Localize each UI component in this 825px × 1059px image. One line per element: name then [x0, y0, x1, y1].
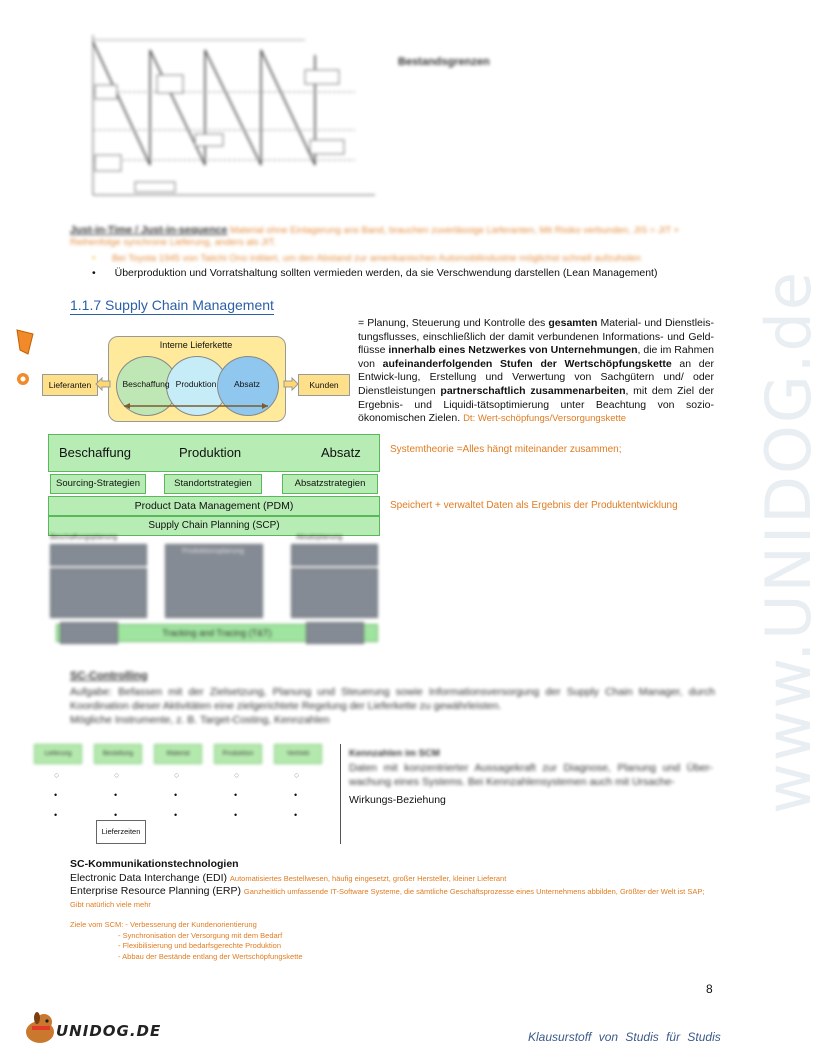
arrow-right-icon	[284, 377, 298, 396]
arrow-left-icon	[96, 377, 110, 396]
strategy-absatz-label: Absatzstrategien	[294, 478, 366, 489]
vertical-divider	[340, 744, 341, 844]
process-dot: •	[114, 790, 118, 800]
process-dot: •	[54, 790, 58, 800]
scm-definition-part: , die im Rahmen von	[358, 344, 714, 370]
process-boxes	[34, 744, 334, 854]
process-dot: •	[294, 810, 298, 820]
matrix-header-absatz: Absatz	[321, 445, 361, 460]
planning-box-right	[291, 568, 378, 618]
scm-goals	[70, 920, 303, 962]
emoticon-icon	[16, 372, 30, 386]
controlling-text-2: Mögliche Instrumente, z. B. Target-Costing, Kennzahlen	[70, 714, 330, 726]
jit-bullet-1-text: Bei Toyota 1945 von Taiichi Ono initiiert, um den Abstand zur amerikanischen Automobilindustrie möglichst schnell aufzuholen	[111, 253, 641, 264]
inventory-chart	[75, 30, 385, 205]
bullet-dot: •	[92, 267, 96, 279]
kunden-box	[298, 374, 350, 396]
planning-box-middle	[165, 544, 263, 618]
strategy-standort-label: Standortstrategien	[174, 478, 252, 489]
page-number: 8	[706, 982, 713, 996]
jit-heading: Just-in-Time / Just-in-sequence	[70, 224, 228, 236]
strategy-standort	[164, 474, 262, 494]
section-title-scm: 1.1.7 Supply Chain Management	[70, 297, 274, 313]
matrix-header	[48, 434, 380, 472]
process-dot: •	[234, 810, 238, 820]
planning-box-left	[50, 568, 147, 618]
lieferzeiten-label: Lieferzeiten	[101, 827, 141, 836]
bullet-dot: •	[92, 253, 96, 264]
internal-chain-label: Interne Lieferkette	[159, 340, 233, 350]
scp-label: Supply Chain Planning (SCP)	[148, 520, 280, 531]
note-pdm: Speichert + verwaltet Daten als Ergebnis der Produktentwicklung	[390, 500, 678, 511]
scp-bar	[48, 516, 380, 536]
flow-arrow	[122, 396, 270, 402]
scm-goal-3: - Flexibilisierung und bedarfsgerechte Produktion	[118, 941, 282, 950]
jit-bullet-2	[92, 267, 722, 279]
kennzahlen-heading: Kennzahlen im SCM	[349, 748, 440, 759]
lieferanten-box	[42, 374, 98, 396]
controlling-heading: SC-Controlling	[70, 670, 148, 682]
pdm-bar	[48, 496, 380, 516]
matrix-planning-area	[48, 534, 378, 654]
scm-definition-part: gesamten	[548, 317, 598, 329]
process-dot: ○	[174, 770, 180, 780]
circle-absatz-label: Absatz	[234, 379, 260, 389]
kunden-label: Kunden	[309, 380, 339, 390]
matrix-header-produktion: Produktion	[179, 445, 242, 460]
erp-label: Enterprise Resource Planning (ERP)	[70, 885, 241, 897]
tracking-box-left	[60, 622, 118, 644]
edi-note: Automatisiertes Bestellwesen, häufig eingesetzt, großer Hersteller, kleiner Lieferant	[229, 874, 507, 883]
process-dot: ○	[234, 770, 240, 780]
scm-definition	[358, 317, 714, 426]
strategy-absatz	[282, 474, 378, 494]
scm-definition-text	[358, 317, 714, 424]
planning-box-left-top	[50, 544, 147, 566]
scm-definition-part: partnerschaftlich zusammenarbeiten	[440, 384, 626, 397]
jit-block	[70, 224, 715, 249]
scm-definition-part: innerhalb eines Netzwerkes von Unternehmungen	[388, 344, 638, 357]
process-dot: •	[294, 790, 298, 800]
logo-text: UNIDOG.DE	[56, 1022, 162, 1040]
kennzahlen-last-line: Wirkungs-Beziehung	[349, 794, 446, 806]
process-dot: •	[114, 810, 118, 820]
circle-beschaffung-label: Beschaffung	[122, 379, 170, 389]
circle-produktion-label: Produktion	[175, 379, 217, 389]
scm-definition-part: Material- und Dienstleis-tungsflusses, einschließlich der damit verbundenen Informations- und Geld-flüsse	[358, 317, 714, 357]
process-box: Lieferung	[34, 744, 82, 764]
kennzahlen-text: Daten mit konzentrierter Aussagekraft zur Diagnose, Planung und Über-wachung eines Systems. Bei Kennzahlensystemen auch mit Ursache-	[349, 762, 713, 788]
edi-label: Electronic Data Interchange (EDI)	[70, 872, 227, 884]
scm-definition-part: aufeinanderfolgenden Stufen der Wertschöpfungskette	[382, 357, 672, 370]
komm-heading: SC-Kommunikationstechnologien	[70, 858, 239, 870]
process-box: Bestellung	[94, 744, 142, 764]
logo	[22, 1012, 162, 1046]
erp-note: Ganzheitlich umfassende IT-Software Systeme, die sämtliche Geschäftsprozesse eines Unternehmens abbilden, Größter der Welt ist SAP; Gibt natürlich viele mehr	[70, 887, 705, 909]
process-box: Vertrieb	[274, 744, 322, 764]
strategy-sourcing	[50, 474, 146, 494]
process-dot: ○	[114, 770, 120, 780]
planning-label-1: Beschaffungsplanung	[50, 534, 118, 541]
note-systemtheorie: Systemtheorie =Alles hängt miteinander zusammen;	[390, 444, 622, 455]
jit-heading-note: Material ohne Einlagerung ans Band, brauchen zuverlässige Lieferanten, Mit Risiko verbunden, JIS = JIT + Reihenfolge synchrone Lieferung, anders als JIT.	[70, 225, 680, 248]
lieferzeiten-box	[96, 820, 146, 844]
process-dot: •	[54, 810, 58, 820]
scm-goal-4: - Abbau der Bestände entlang der Wertschöpfungskette	[118, 951, 303, 961]
process-box: Produktion	[214, 744, 262, 764]
jit-bullet-1	[92, 253, 712, 264]
tracking-box-right	[306, 622, 364, 644]
scm-definition-part: = Planung, Steuerung und Kontrolle des	[358, 317, 549, 329]
lieferanten-label: Lieferanten	[48, 380, 92, 390]
process-dot: ○	[54, 770, 60, 780]
edi-row	[70, 872, 720, 885]
chart-title: Bestandsgrenzen	[398, 56, 490, 68]
watermark: www.UNIDOG.de	[752, 270, 825, 814]
matrix-header-beschaffung: Beschaffung	[59, 445, 132, 460]
tracking-label: Tracking and Tracing (T&T)	[162, 628, 272, 638]
supply-chain-diagram	[42, 336, 352, 426]
process-dot: •	[234, 790, 238, 800]
controlling-text-1: Aufgabe: Befassen mit der Zielsetzung, Planung und Steuerung sowie Informationsversorgung der Supply Chain Manager, durch Koordination dieser Aktivitäten eine zielgerichtete Regelung der Lieferkette zu gewährleisten.	[70, 686, 715, 712]
scm-definition-note: Dt: Wert-schöpfungs/Versorgungskette	[463, 413, 627, 425]
process-dot: ○	[294, 770, 300, 780]
process-dot: •	[174, 810, 178, 820]
footer-tagline: Klausurstoff von Studis für Studis	[528, 1030, 721, 1044]
process-dot: •	[174, 790, 178, 800]
scm-goal-1: Ziele vom SCM: - Verbesserung der Kundenorientierung	[70, 920, 257, 929]
erp-row	[70, 885, 720, 911]
planning-label-2: Produktionsplanung	[182, 548, 244, 555]
jit-bullet-2-text: Überproduktion und Vorratshaltung sollten vermieden werden, da sie Verschwendung darstellen (Lean Management)	[114, 267, 658, 279]
scm-goal-2: - Synchronisation der Versorgung mit dem Bedarf	[118, 930, 283, 940]
pdm-label: Product Data Management (PDM)	[134, 500, 294, 512]
planning-box-right-top	[291, 544, 378, 566]
process-box: Material	[154, 744, 202, 764]
scm-definition-part: an der Entwick-lung, Erstellung und Verwertung von Sachgütern und/ oder Dienstleistungen	[358, 357, 714, 397]
planning-label-3: Absatzplanung	[296, 534, 343, 541]
pencil-icon	[14, 328, 36, 356]
scm-definition-part: , mit dem Ziel der Ergebnis- und Liquidi-tätsoptimierung unter Beachtung von sozio-ökonomischen Zielen.	[358, 384, 714, 425]
strategy-sourcing-label: Sourcing-Strategien	[56, 478, 140, 489]
inventory-chart-svg	[75, 30, 385, 205]
